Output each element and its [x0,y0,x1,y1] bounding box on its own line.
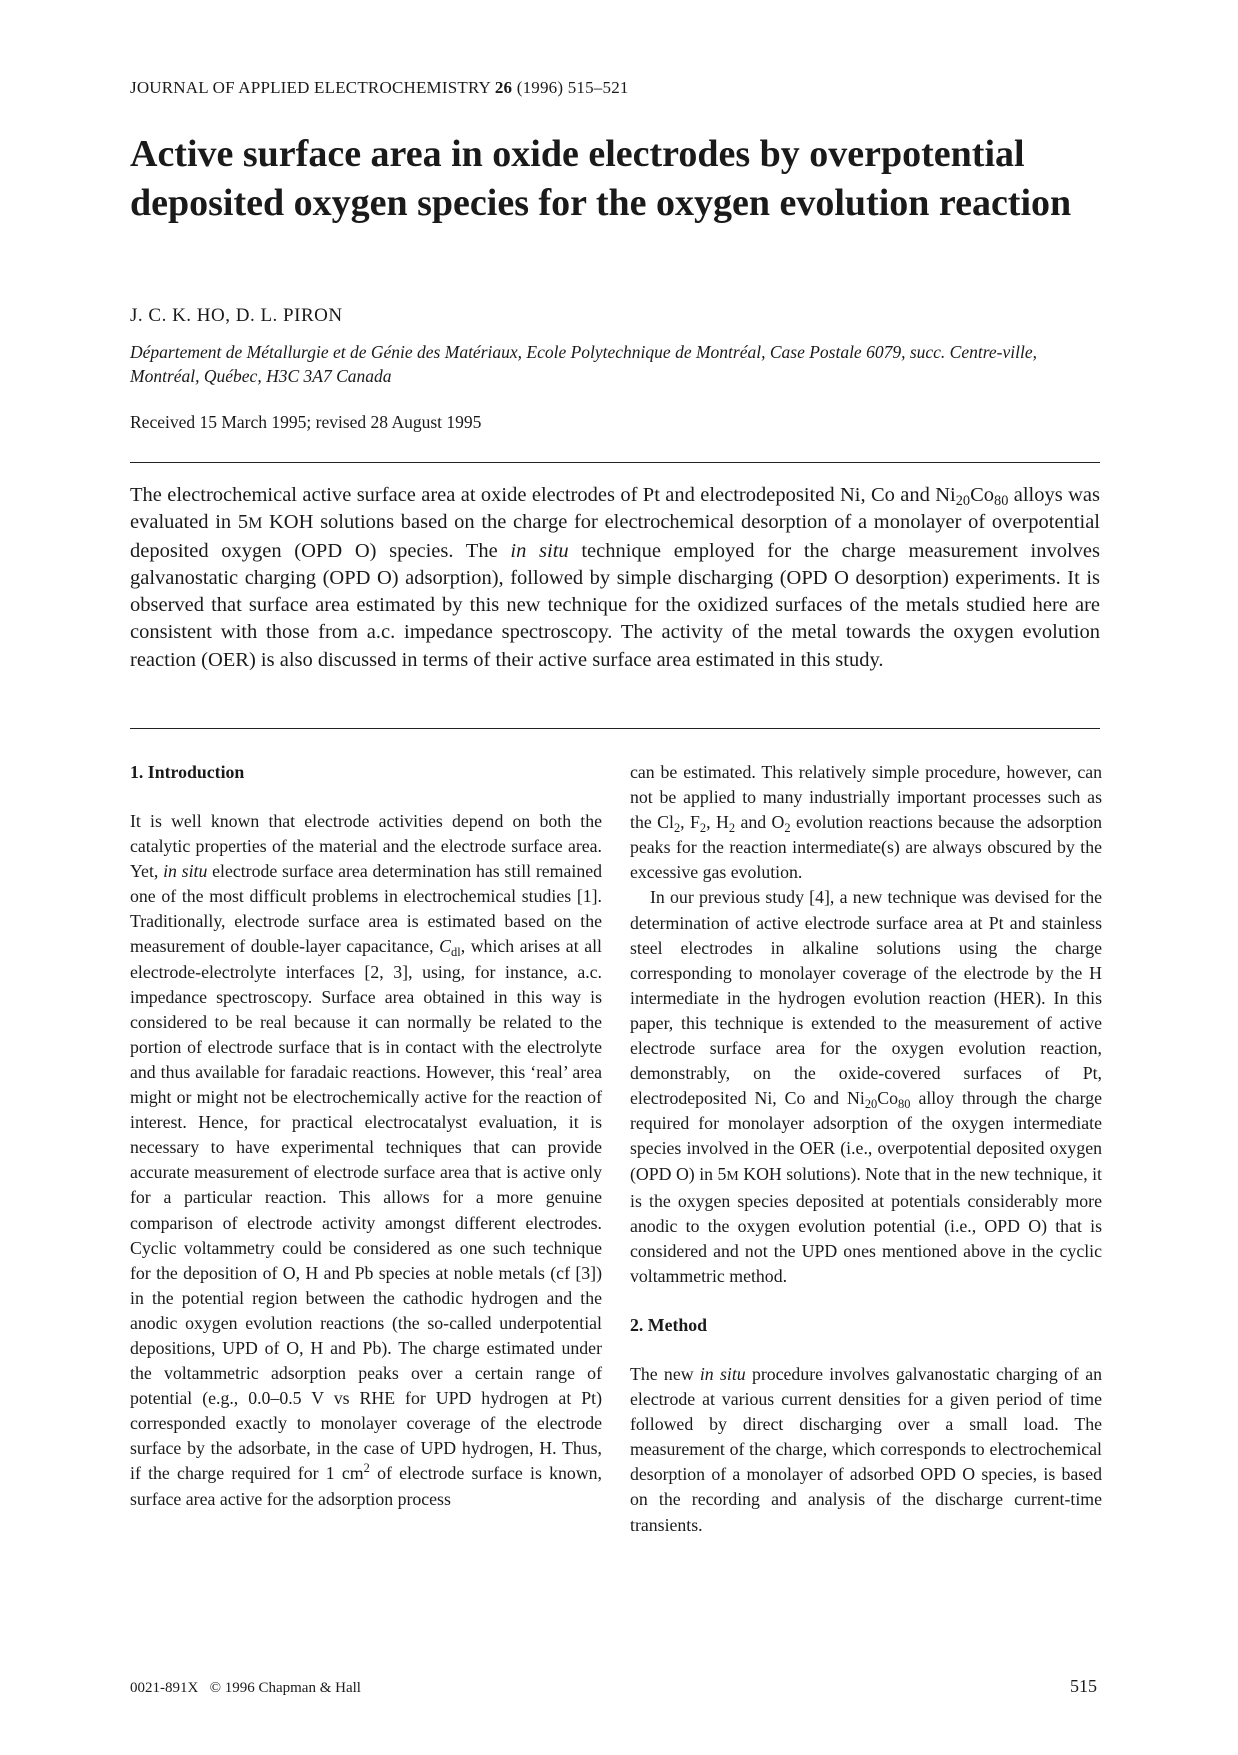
body-text: evolution reactions because the adsorption peaks for the reaction intermediate(s) are always obscured by the excessive gas evolution. [630,812,1103,883]
molar-unit: M [726,1168,739,1184]
abstract-text: alloys was evaluated in 5 [130,484,1100,534]
section-heading-introduction: 1. Introduction [130,762,245,782]
journal-volume: 26 [494,78,513,97]
journal-header [130,78,629,98]
body-text: of electrode surface is known, surface area active for the adsorption process [130,1463,602,1509]
bottom-divider [130,728,1100,729]
abstract-text: KOH solutions based on the charge for electrochemical desorption of a monolayer of overpotential deposited oxygen (OPD O) species. The [130,511,1100,562]
capacitance-symbol: C [439,936,451,957]
affiliation: Département de Métallurgie et de Génie des Matériaux, Ecole Polytechnique de Montréal, Case Postale 6079, succ. Centre-ville, Montréal, Québec, H3C 3A7 Canada [130,342,1037,386]
body-text: , F [680,812,700,833]
subscript: 20 [864,1097,878,1112]
abstract-text: The electrochemical active surface area at oxide electrodes of Pt and electrodeposited Ni, Co and [130,484,936,506]
abstract-text: Ni [935,484,956,506]
body-paragraph [630,760,1102,885]
subscript: 2 [673,821,681,836]
body-text: alloy through the charge required for monolayer adsorption of the oxygen intermediate species involved in the OER (i.e., overpotential deposited oxygen (OPD O) in 5 [630,1088,1102,1184]
page-number: 515 [1070,1676,1097,1696]
body-text: procedure involves galvanostatic charging of an electrode at various current densities for a given period of time followed by direct discharging over a small load. The measurement of the charge, which corresponds to electrochemical desorption of a monolayer of adsorbed OPD O species, is based on the recording and analysis of the discharge current-time transients. [630,1363,1102,1535]
italic-term: in situ [510,539,569,562]
abstract-text: Co [970,484,995,506]
subscript: dl [451,945,461,960]
subscript: 80 [994,493,1009,509]
section-heading-method: 2. Method [630,1314,708,1335]
authors: J. C. K. HO, D. L. PIRON [130,305,343,326]
journal-name: JOURNAL OF APPLIED ELECTROCHEMISTRY [130,78,491,97]
molar-unit: M [248,515,263,533]
body-text: Co [877,1088,899,1109]
body-text: and O [735,812,785,833]
body-paragraph [630,885,1102,1289]
body-text: , H [706,812,729,833]
footer-copyright [130,1680,361,1697]
abstract [130,482,1100,674]
body-paragraph [130,809,602,1512]
issn: 0021-891X [130,1680,199,1696]
body-paragraph [630,1362,1102,1538]
journal-year-pages: (1996) 515–521 [516,78,629,97]
subscript: 2 [728,821,736,836]
body-text: , which arises at all electrode-electrolyte interfaces [2, 3], using, for instance, a.c. impedance spectroscopy. Surface area obtained in this way is considered to be real because it can normally be related to the portion of electrode surface that is in contact with the electrolyte and thus available for faradaic reactions. However, this ‘real’ area might or might not be electrochemically active for the reaction of interest. Hence, for practical electrocatalyst evaluation, it is necessary to have experimental techniques that can provide accurate measurement of electrode surface area that is active only for a particular reaction. This allows for a more genuine comparison of electrode activity amongst different electrodes. Cyclic voltammetry could be considered as one such technique for the deposition of O, H and Pb species at noble metals (cf [3]) in the potential region between the cathodic hydrogen and the anodic oxygen evolution reactions (the so-called underpotential depositions, UPD of O, H and Pb). The charge estimated under the voltammetric adsorption peaks over a certain range of potential (e.g., 0.0–0.5 V vs RHE for UPD hydrogen at Pt) corresponded exactly to monolayer coverage of the electrode surface by the adsorbate, in the case of UPD hydrogen, H. Thus, if the charge required for 1 cm [130,936,602,1484]
italic-term: in situ [699,1363,746,1384]
italic-term: in situ [163,861,208,882]
body-text: In our previous study [4], a new technique was devised for the determination of active electrode surface area at Pt and stainless steel electrodes in alkaline solutions using the charge corresponding to monolayer coverage of the electrode by the H intermediate in the hydrogen evolution reaction (HER). In this paper, this technique is extended to the measurement of active electrode surface area for the oxygen evolution reaction, demonstrably, on the oxide-covered surfaces of Pt, electrodeposited Ni, Co and Ni [630,887,1102,1109]
body-text: can be estimated. This relatively simple procedure, however, can not be applied to many industrially important processes such as the Cl [630,762,1102,833]
subscript: 80 [898,1097,911,1112]
body-text: KOH solutions). Note that in the new technique, it is the oxygen species deposited at potentials considerably more anodic to the oxygen evolution potential (i.e., OPD O) that is considered and not the UPD ones mentioned above in the cyclic voltammetric method. [630,1163,1102,1286]
abstract-text: technique employed for the charge measurement involves galvanostatic charging (OPD O) adsorption), followed by simple discharging (OPD O desorption) experiments. It is observed that surface area estimated by this new technique for the oxidized surfaces of the metals studied here are consistent with those from a.c. impedance spectroscopy. The activity of the metal towards the oxygen evolution reaction (OER) is also discussed in terms of their active surface area estimated in this study. [130,539,1100,671]
body-text: It is well known that electrode activities depend on both the catalytic properties of the material and the electrode surface area. Yet, [130,811,602,882]
right-column [630,760,1102,1538]
subscript: 20 [955,493,971,509]
superscript: 2 [363,1461,370,1476]
received-dates: Received 15 March 1995; revised 28 August 1995 [130,412,482,432]
body-text: electrode surface area determination has still remained one of the most difficult problems in electrochemical studies [1]. Traditionally, electrode surface area is estimated based on the measurement of double-layer capacitance, [130,861,602,957]
body-text: The new [630,1363,700,1384]
top-divider [130,462,1100,463]
copyright: © 1996 Chapman & Hall [209,1680,361,1696]
left-column [130,760,602,1512]
paper-title: Active surface area in oxide electrodes by overpotential deposited oxygen species for the oxygen evolution reaction [130,133,1072,224]
subscript: 2 [699,821,707,836]
subscript: 2 [784,821,791,836]
